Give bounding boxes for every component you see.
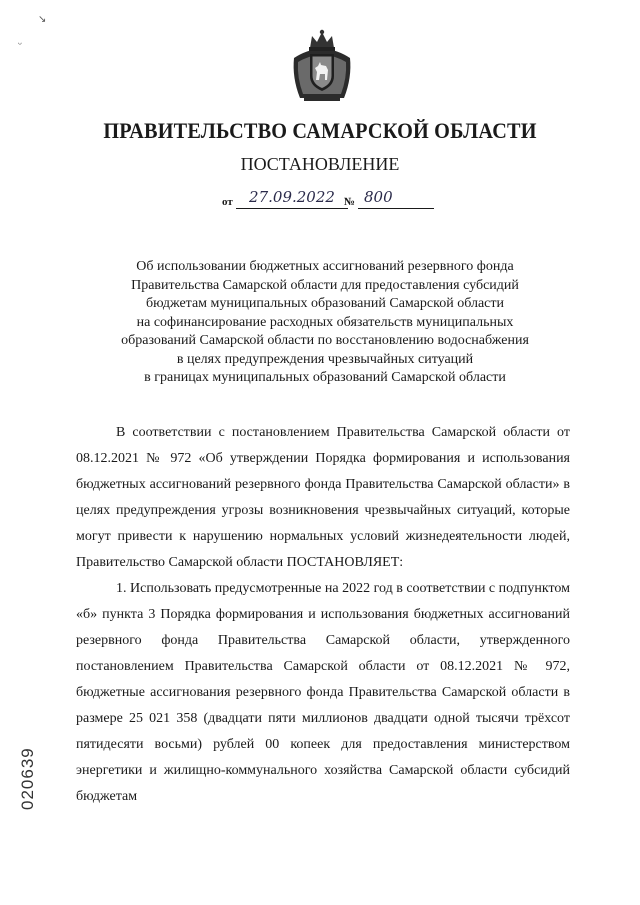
subject-line: в целях предупреждения чрезвычайных ситуаций [176, 351, 474, 367]
government-title: ПРАВИТЕЛЬСТВО САМАРСКОЙ ОБЛАСТИ [103, 118, 537, 143]
side-registration-code: 020639 [18, 747, 37, 810]
subject-line: образований Самарской области по восстановлению водоснабжения [121, 333, 529, 348]
document-subject [80, 258, 570, 388]
document-type: ПОСТАНОВЛЕНИЕ [240, 154, 400, 174]
date-prefix: от [222, 196, 233, 208]
subject-line: в границах муниципальных образований Самарской области [144, 370, 506, 385]
date-number-line [222, 188, 442, 212]
document-number: 800 [358, 188, 434, 209]
scan-mark: ↘ [38, 14, 47, 25]
subject-line: бюджетам муниципальных образований Самарской области [145, 296, 504, 311]
body-paragraph-preamble: В соответствии с постановлением Правительства Самарской области от 08.12.2021 № 972 «Об утверждении Порядка формирования и использования бюджетных ассигнований резервного фонда Правительства Самарской области» в целях предупреждения угрозы возникновения чрезвычайных ситуаций, которые могут привести к нарушению нормальных условий жизнедеятельности людей, Правительство Самарской области ПОСТАНОВЛЯЕТ: [76, 425, 570, 570]
scan-mark: ᵕ [18, 40, 23, 51]
body-paragraph-item-1: 1. Использовать предусмотренные на 2022 год в соответствии с подпунктом «б» пункта 3 Порядка формирования и использования бюджетных ассигнований резервного фонда Правительства Самарской области, утвержденного постановлением Правительства Самарской области от 08.12.2021 № 972, бюджетные ассигнования резервного фонда Правительства Самарской области в размере 25 021 358 (двадцати пяти миллионов двадцати одной тысячи трёхсот пятидесяти восьми) рублей 00 копеек для предоставления министерством энергетики и жилищно-коммунального хозяйства Самарской области субсидий бюджетам [76, 581, 570, 804]
document-date: 27.09.2022 [236, 188, 348, 209]
subject-line: Правительства Самарской области для предоставления субсидий [131, 277, 519, 293]
subject-line: Об использовании бюджетных ассигнований резервного фонда [136, 259, 514, 274]
number-prefix: № [344, 196, 356, 208]
document-body [76, 420, 570, 810]
subject-line: на софинансирование расходных обязательств муниципальных [136, 314, 514, 330]
samara-coat-of-arms-icon [290, 28, 354, 104]
